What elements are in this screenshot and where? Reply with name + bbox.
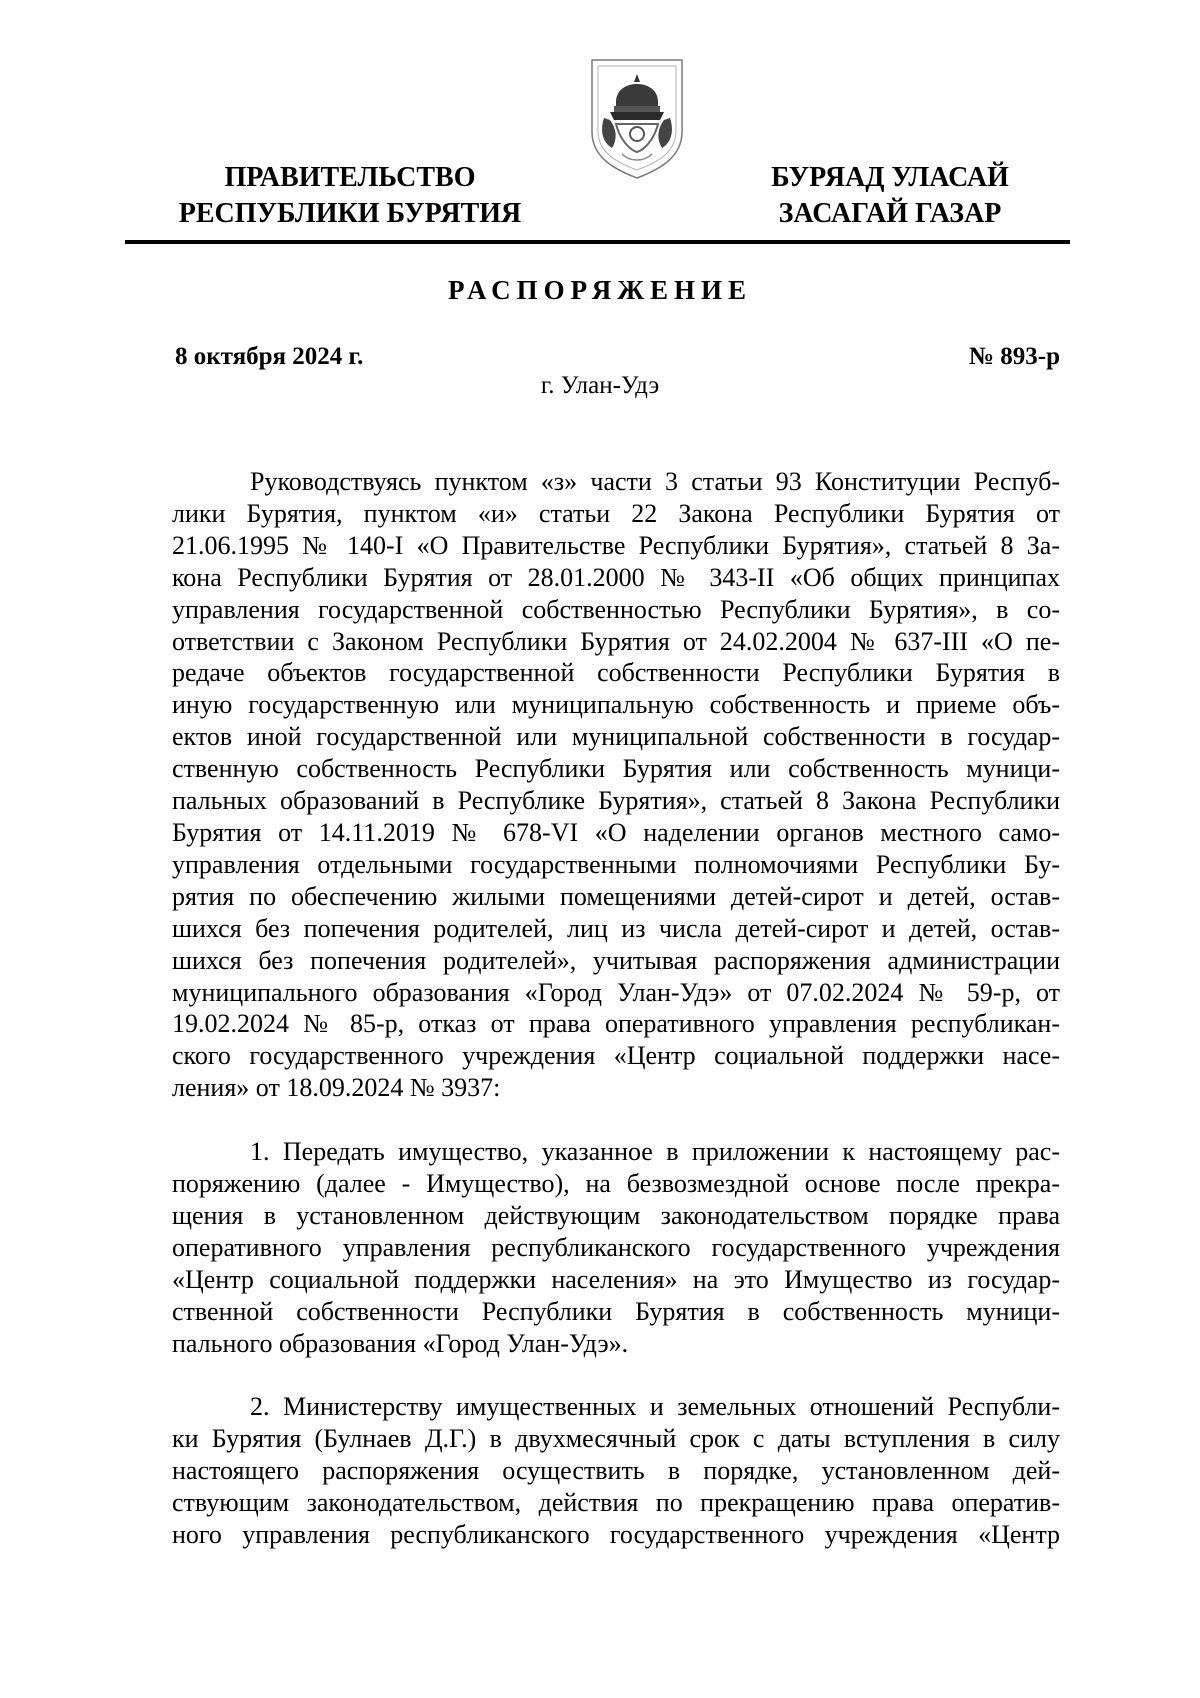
text-line: управления отдельными государственными полномочиями Республики Бу- xyxy=(172,849,1060,879)
text-line: пального образования «Город Улан-Удэ». xyxy=(172,1328,629,1358)
text-line: управления государственной собственностью Республики Бурятия», в со- xyxy=(172,594,1060,624)
document-body xyxy=(172,466,1060,1551)
text-line: «Центр социальной поддержки населения» на это Имущество из государ- xyxy=(172,1264,1060,1294)
text-line: Руководствуясь пунктом «з» части 3 статьи 93 Конституции Респуб- xyxy=(250,467,1060,496)
government-name-russian xyxy=(160,160,540,232)
text-line: настоящего распоряжения осуществить в порядке, установленном дей- xyxy=(172,1456,1060,1486)
text-line: ственную собственность Республики Бурятия или собственность муници- xyxy=(172,754,1060,784)
text-line: пальных образований в Республике Бурятия», статьей 8 Закона Республики xyxy=(172,786,1060,816)
org-line: БУРЯАД УЛАСАЙ xyxy=(771,162,1009,193)
text-line: шихся без попечения родителей», учитывая распоряжения администрации xyxy=(172,945,1060,975)
text-line: ственной собственности Республики Бурятия в собственность муници- xyxy=(172,1296,1060,1326)
paragraph-spacer xyxy=(172,1104,1060,1136)
text-line: ответствии с Законом Республики Бурятия от 24.02.2004 № 637-III «О пе- xyxy=(172,626,1060,656)
org-line: ЗАСАГАЙ ГАЗАР xyxy=(778,198,1002,229)
text-line: ления» от 18.09.2024 № 3937: xyxy=(172,1073,501,1103)
text-line: 1. Передать имущество, указанное в приложении к настоящему рас- xyxy=(250,1137,1060,1167)
text-line: 19.02.2024 № 85-р, отказ от права оперативного управления республикан- xyxy=(172,1009,1060,1039)
paragraph-item-1 xyxy=(172,1136,1060,1359)
coat-of-arms-icon xyxy=(586,54,688,180)
document-type-title: РАСПОРЯЖЕНИЕ xyxy=(447,275,753,305)
text-line: муниципального образования «Город Улан-Удэ» от 07.02.2024 № 59-р, от xyxy=(172,977,1060,1007)
text-line: кона Республики Бурятия от 28.01.2000 № 343-II «Об общих принципах xyxy=(172,562,1060,592)
text-line: поряжению (далее - Имущество), на безвозмездной основе после прекра- xyxy=(172,1169,1060,1199)
text-line: Бурятия от 14.11.2019 № 678-VI «О наделении органов местного само- xyxy=(172,817,1060,847)
header-divider xyxy=(125,240,1070,244)
text-line: иную государственную или муниципальную собственность и приеме объ- xyxy=(172,690,1060,720)
text-line: рятия по обеспечению жилыми помещениями детей-сирот и детей, остав- xyxy=(172,881,1060,911)
text-line: 2. Министерству имущественных и земельных отношений Республи- xyxy=(250,1392,1060,1422)
paragraph-preamble xyxy=(172,466,1060,1104)
document-city: г. Улан-Удэ xyxy=(540,372,660,399)
text-line: шихся без попечения родителей, лиц из числа детей-сирот и детей, остав- xyxy=(172,913,1060,943)
text-line: редаче объектов государственной собственности Республики Бурятия в xyxy=(172,658,1060,688)
text-line: ки Бурятия (Булнаев Д.Г.) в двухмесячный срок с даты вступления в силу xyxy=(172,1424,1060,1454)
text-line: 21.06.1995 № 140-I «О Правительстве Республики Бурятия», статьей 8 За- xyxy=(172,530,1060,560)
text-line: ного управления республиканского государственного учреждения «Центр xyxy=(172,1520,1060,1550)
text-line: ского государственного учреждения «Центр социальной поддержки насе- xyxy=(172,1041,1060,1071)
document-number: № 893-р xyxy=(968,343,1060,370)
org-line: РЕСПУБЛИКИ БУРЯТИЯ xyxy=(178,198,522,229)
government-name-buryat xyxy=(740,160,1040,232)
org-line: ПРАВИТЕЛЬСТВО xyxy=(224,162,476,193)
text-line: ектов иной государственной или муниципальной собственности в государ- xyxy=(172,722,1060,752)
text-line: ствующим законодательством, действия по прекращению права оператив- xyxy=(172,1488,1060,1518)
paragraph-item-2 xyxy=(172,1391,1060,1551)
text-line: лики Бурятия, пунктом «и» статьи 22 Закона Республики Бурятия от xyxy=(172,498,1060,528)
text-line: щения в установленном действующим законодательством порядке права xyxy=(172,1200,1060,1230)
document-date: 8 октября 2024 г. xyxy=(175,343,364,370)
paragraph-spacer xyxy=(172,1359,1060,1391)
text-line: оперативного управления республиканского государственного учреждения xyxy=(172,1232,1060,1262)
